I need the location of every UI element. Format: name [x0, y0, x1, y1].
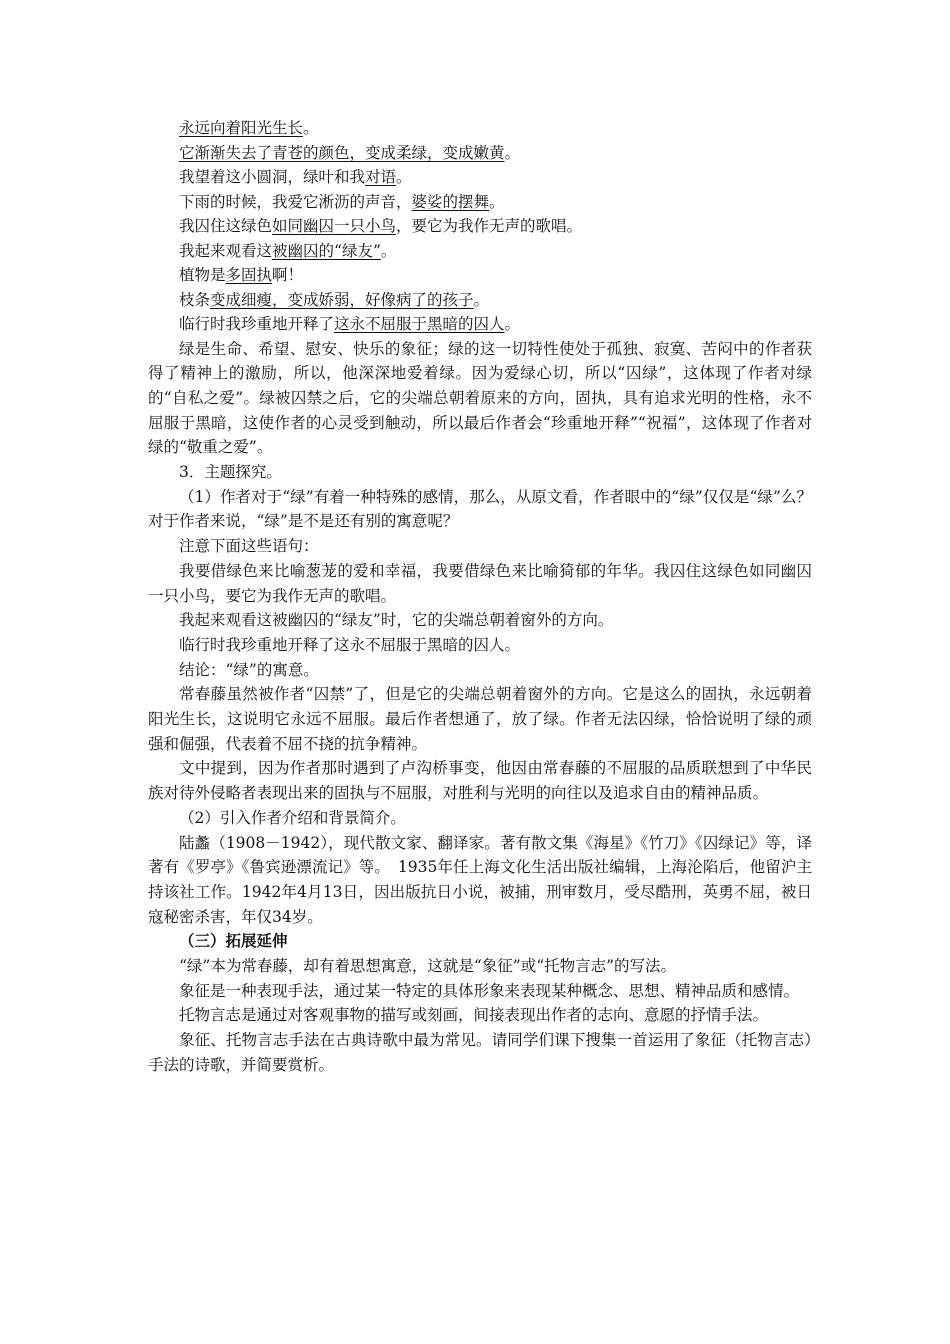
- text-span: 。: [504, 143, 521, 162]
- section-heading: [148, 929, 812, 954]
- underlined-phrase: 变成细瘦，变成娇弱，好像病了的孩子: [210, 290, 474, 309]
- text-span: 。: [380, 241, 397, 260]
- paragraph-analysis: 绿是生命、希望、慰安、快乐的象征；绿的这一切特性使处于孤独、寂寞、苦闷中的作者获得了精神上的激励，所以，他深深地爱着绿。因为爱绿心切，所以“囚绿”，这体现了作者对绿的“自私之爱”。绿被囚禁之后，它的尖端总朝着原来的方向，固执，具有追求光明的性格，永不屈服于黑暗，这使作者的心灵受到触动，所以最后作者会“珍重地开释”“祝福”，这体现了作者对绿的“敬重之爱”。: [148, 339, 812, 457]
- underlined-phrase: 婆娑的摆舞: [411, 192, 490, 211]
- paragraph-question: （1）作者对于“绿”有着一种特殊的感情，那么，从原文看，作者眼中的“绿”仅仅是“绿”么？对于作者来说，“绿”是不是还有别的寓意呢？: [148, 487, 812, 531]
- text-span: 我囚住这绿色: [179, 217, 273, 235]
- text-span: 。: [303, 119, 319, 137]
- text-span: 。: [489, 192, 505, 211]
- paragraph-author-heading: （2）引入作者介绍和背景简介。: [179, 808, 406, 827]
- text-span: 。: [473, 290, 490, 309]
- paragraph-quote-3: 临行时我珍重地开释了这永不屈服于黑暗的囚人。: [179, 635, 521, 654]
- section-heading-text: （三）拓展延伸: [179, 931, 288, 951]
- text-span: ，要它为我作无声的歌唱。: [396, 217, 583, 235]
- text-span: 临行时我珍重地开释了: [179, 315, 335, 333]
- quote-line-6: [148, 239, 812, 264]
- paragraph-extension-3: 托物言志是通过对客观事物的描写或刻画，间接表现出作者的志向、意愿的抒情手法。: [179, 1006, 769, 1025]
- text-span: 我望着这小圆洞，绿叶和我: [179, 168, 366, 186]
- text-span: 。: [504, 315, 521, 333]
- paragraph-conclusion: 常春藤虽然被作者“囚禁”了，但是它的尖端总朝着窗外的方向。它是这么的固执，永远朝着阳光生长，这说明它永远不屈服。最后作者想通了，放了绿。作者无法囚绿，恰恰说明了绿的顽强和倔强，代表着不屈不挠的抗争精神。: [148, 685, 812, 753]
- quote-line-1: [148, 116, 812, 141]
- quote-line-7: [148, 263, 812, 288]
- text-span: 啊！: [272, 266, 304, 284]
- quote-line-5: [148, 214, 812, 239]
- paragraph-extension-4: 象征、托物言志手法在古典诗歌中最为常见。请同学们课下搜集一首运用了象征（托物言志）手法的诗歌，并简要赏析。: [148, 1031, 812, 1074]
- paragraph-note: 注意下面这些语句：: [179, 537, 319, 556]
- underlined-phrase: 多固执: [225, 266, 273, 284]
- underlined-phrase: 对语: [365, 168, 397, 186]
- quote-line-2: [148, 141, 812, 166]
- paragraph-extension-1: “绿”本为常春藤，却有着思想寓意，这就是“象征”或“托物言志”的写法。: [179, 957, 677, 976]
- underlined-phrase: 这永不屈服于黑暗的囚人: [334, 315, 505, 333]
- underlined-phrase: 如同幽囚一只小鸟: [272, 217, 397, 235]
- quote-line-8: [148, 288, 812, 313]
- paragraph-quote-2: 我起来观看这被幽囚的“绿友”时，它的尖端总朝着窗外的方向。: [179, 611, 614, 630]
- text-span: 下雨的时候，我爱它淅沥的声音，: [179, 192, 412, 211]
- paragraph-quote-1: 我要借绿色来比喻葱茏的爱和幸福，我要借绿色来比喻猗郁的年华。我囚住这绿色如同幽囚一只小鸟，要它为我作无声的歌唱。: [148, 561, 812, 605]
- paragraph-background: 文中提到，因为作者那时遇到了卢沟桥事变，他因由常春藤的不屈服的品质联想到了中华民族对待外侵略者表现出来的固执与不屈服，对胜利与光明的向往以及追求自由的精神品质。: [148, 759, 812, 803]
- paragraph-author-bio: 陆蠡（1908－1942），现代散文家、翻译家。著有散文集《海星》《竹刀》《囚绿记》等，译著有《罗亭》《鲁宾逊漂流记》等。 1935年任上海文化生活出版社编辑，上海沦陷后，他留沪主持该社工作。1942年4月13日，因出版抗日小说，被捕，刑审数月，受尽酷刑，英勇不屈，被日寇秘密杀害，年仅34岁。: [148, 833, 812, 926]
- quote-line-3: [148, 165, 812, 190]
- text-span: 植物是: [179, 266, 226, 284]
- paragraph-theme-heading: 3．主题探究。: [179, 463, 282, 482]
- quote-line-9: [148, 312, 812, 337]
- underlined-phrase: 永远向着阳光生长: [179, 119, 304, 137]
- quote-line-4: [148, 190, 812, 215]
- paragraph-extension-2: 象征是一种表现手法，通过某一特定的具体形象来表现某种概念、思想、精神品质和感情。: [179, 981, 800, 1000]
- underlined-phrase: 被幽囚的“绿友”: [272, 241, 381, 260]
- document-body: [148, 116, 812, 1078]
- text-span: 枝条: [179, 290, 211, 309]
- paragraph-conclusion-label: 结论：“绿”的寓意。: [179, 660, 319, 679]
- text-span: 我起来观看这: [179, 241, 273, 260]
- text-span: 。: [396, 168, 412, 186]
- underlined-phrase: 它渐渐失去了青苍的颜色，变成柔绿，变成嫩黄: [179, 143, 505, 162]
